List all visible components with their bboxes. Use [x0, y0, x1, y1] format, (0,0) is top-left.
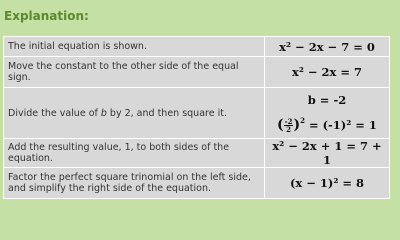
equation-b-value: b = -2 — [307, 92, 347, 107]
step-equation: (x − 1)² = 8 — [265, 168, 390, 199]
fraction — [284, 118, 294, 133]
table-row — [4, 57, 390, 88]
step-equation — [265, 88, 390, 139]
desc-variable-b: b — [100, 107, 107, 119]
step-equation: x² − 2x + 1 = 7 + 1 — [265, 139, 390, 168]
step-equation: x² − 2x − 7 = 0 — [265, 37, 390, 57]
step-description: The initial equation is shown. — [4, 37, 265, 57]
table-row — [4, 139, 390, 168]
exponent: 2 — [300, 115, 305, 125]
step-description — [4, 88, 265, 139]
table-row — [4, 37, 390, 57]
desc-text-pre: Divide the value of — [8, 107, 101, 119]
step-equation: x² − 2x = 7 — [265, 57, 390, 88]
equation-square — [269, 116, 385, 134]
close-paren: ) — [293, 116, 301, 133]
fraction-numerator: -2 — [284, 117, 293, 127]
open-paren: ( — [277, 116, 284, 133]
table-row — [4, 168, 390, 199]
step-description: Add the resulting value, 1, to both sides of the equation. — [4, 139, 265, 168]
step-description: Move the constant to the other side of the equal sign. — [4, 57, 265, 88]
steps-table — [3, 36, 390, 199]
step-description: Factor the perfect square trinomial on the left side, and simplify the right side of the equation. — [4, 168, 265, 199]
table-row — [4, 88, 390, 139]
explanation-heading: Explanation: — [4, 9, 89, 23]
equation-square-rest: = (-1)² = 1 — [304, 117, 377, 132]
desc-text-post: by 2, and then square it. — [106, 107, 227, 119]
fraction-denominator: 2 — [286, 125, 291, 135]
